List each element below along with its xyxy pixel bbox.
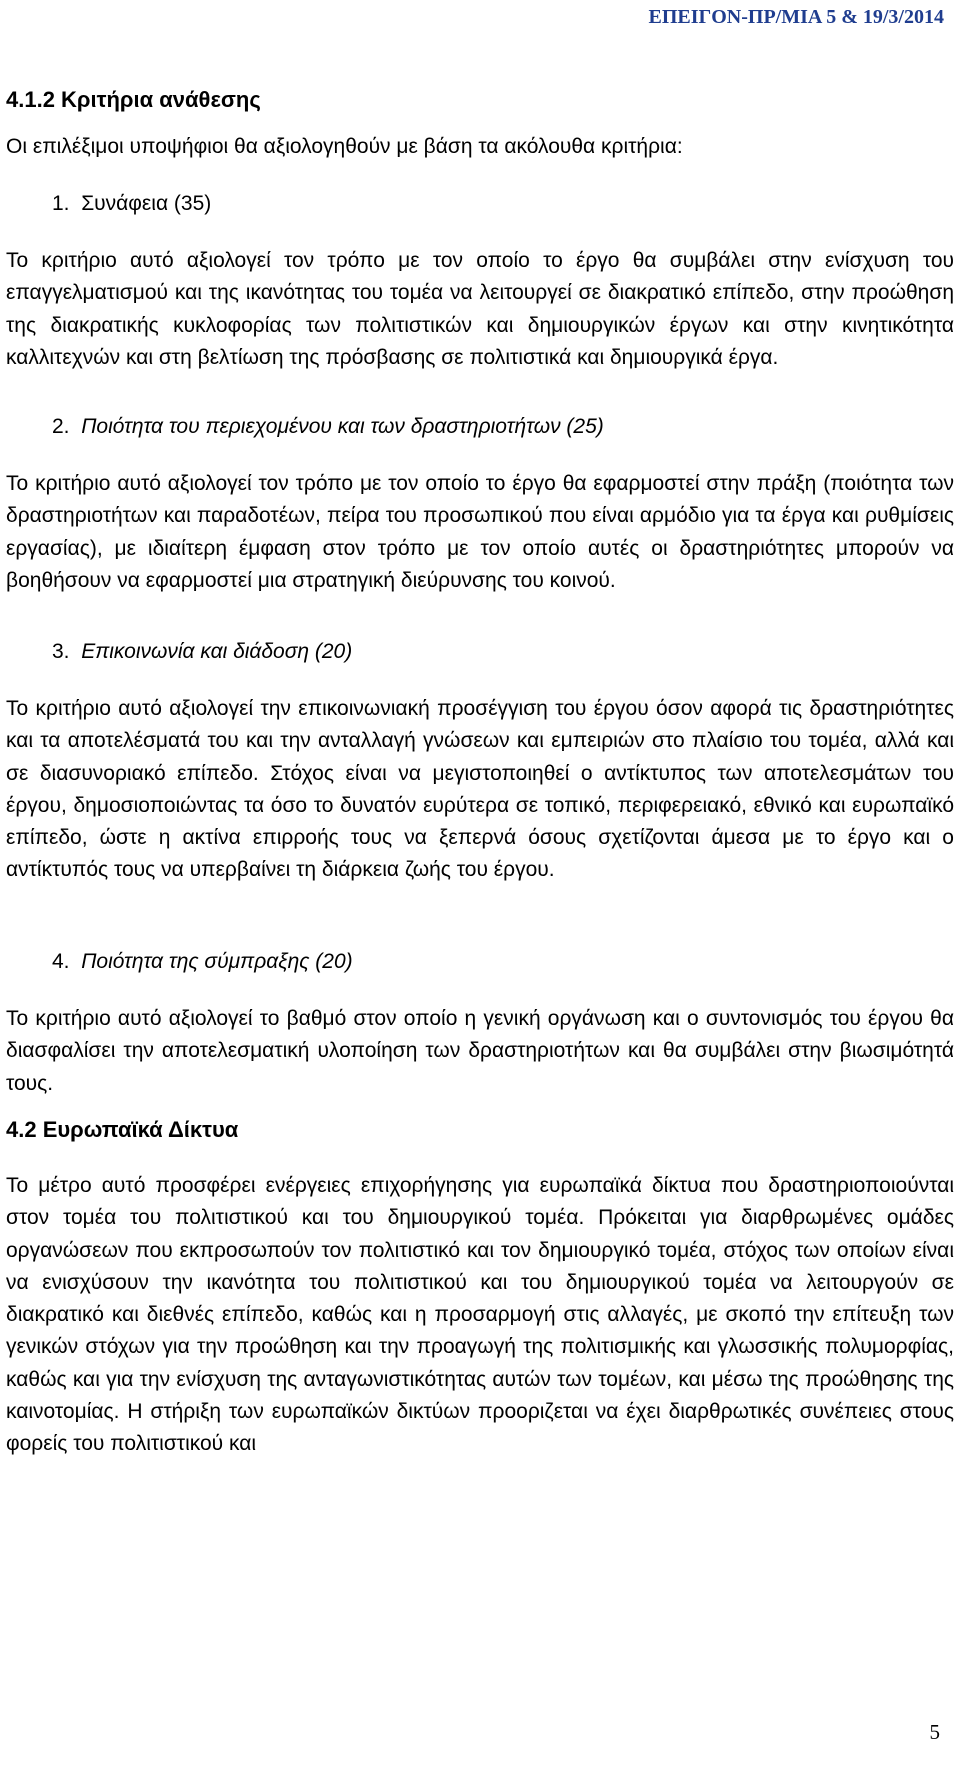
- page-number: 5: [929, 1720, 940, 1744]
- criterion-heading-2: [52, 411, 604, 443]
- criterion-heading-1: [52, 188, 211, 220]
- criterion-number: 3.: [52, 640, 70, 663]
- criterion-heading-4: [52, 946, 353, 978]
- criterion-title: Επικοινωνία και διάδοση (20): [81, 640, 353, 663]
- criteria-intro: Οι επιλέξιμοι υποψήφιοι θα αξιολογηθούν με βάση τα ακόλουθα κριτήρια:: [6, 135, 683, 158]
- document-reference-header: ΕΠΕΙΓΟΝ-ΠΡ/ΜΙΑ 5 & 19/3/2014: [648, 6, 944, 28]
- criterion-title: Ποιότητα του περιεχομένου και των δραστηριοτήτων (25): [81, 415, 604, 438]
- criterion-number: 1.: [52, 192, 70, 215]
- criterion-number: 4.: [52, 950, 70, 973]
- criterion-heading-3: [52, 636, 352, 668]
- section-heading-4-2: 4.2 Ευρωπαϊκά Δίκτυα: [6, 1117, 239, 1142]
- criterion-title: Ποιότητα της σύμπραξης (20): [81, 950, 353, 973]
- criterion-text-2: Το κριτήριο αυτό αξιολογεί τον τρόπο με τον οποίο το έργο θα εφαρμοστεί στην πράξη (ποιότητα των δραστηριοτήτων και παραδοτέων, πείρα του προσωπικού που είναι αρμόδιο για τα έργα και ρυθμίσεις εργασίας), με ιδιαίτερη έμφαση στον τρόπο με τον οποίο αυτές οι δραστηριότητες μπορούν να βοηθήσουν να εφαρμοστεί μια στρατηγική διεύρυνσης του κοινού.: [6, 472, 954, 592]
- criterion-text-3: Το κριτήριο αυτό αξιολογεί την επικοινωνιακή προσέγγιση του έργου όσον αφορά τις δραστηριότητες και τα αποτελέσματά του και την ανταλλαγή γνώσεων και εμπειριών στο πλαίσιο του τομέα, αλλά και σε διασυνοριακό επίπεδο. Στόχος είναι να μεγιστοποιηθεί ο αντίκτυπος των αποτελεσμάτων του έργου, δημοσιοποιώντας τα όσο το δυνατόν ευρύτερα σε τοπικό, περιφερειακό, εθνικό και ευρωπαϊκό επίπεδο, ώστε η ακτίνα επιρροής τους να ξεπερνά όσους σχετίζονται άμεσα με το έργο και ο αντίκτυπός τους να υπερβαίνει τη διάρκεια ζωής του έργου.: [6, 697, 954, 882]
- criterion-number: 2.: [52, 415, 70, 438]
- section-heading-4-1-2: 4.1.2 Κριτήρια ανάθεσης: [6, 87, 261, 112]
- criterion-text-1: Το κριτήριο αυτό αξιολογεί τον τρόπο με τον οποίο το έργο θα συμβάλει στην ενίσχυση του επαγγελματισμού και της ικανότητας του τομέα να λειτουργεί σε διακρατικό επίπεδο, στην προώθηση της διακρατικής κυκλοφορίας των πολιτιστικών και δημιουργικών έργων και στην κινητικότητα καλλιτεχνών και στη βελτίωση της πρόσβασης σε πολιτιστικά και δημιουργικά έργα.: [6, 249, 954, 369]
- criterion-text-4: Το κριτήριο αυτό αξιολογεί το βαθμό στον οποίο η γενική οργάνωση και ο συντονισμός του έργου θα διασφαλίσει την αποτελεσματική υλοποίηση των δραστηριοτήτων και θα συμβάλει στην βιωσιμότητά τους.: [6, 1007, 954, 1095]
- criterion-title: Συνάφεια (35): [81, 192, 212, 215]
- section-4-2-text: Το μέτρο αυτό προσφέρει ενέργειες επιχορήγησης για ευρωπαϊκά δίκτυα που δραστηριοποιούνται στον τομέα του πολιτιστικού και του δημιουργικού τομέα. Πρόκειται για διαρθρωμένες ομάδες οργανώσεων που εκπροσωπούν τον πολιτιστικό και τον δημιουργικό τομέα, στόχος των οποίων είναι να ενισχύσουν την ικανότητα του πολιτιστικού και του δημιουργικού τομέα να λειτουργούν σε διακρατικό και διεθνές επίπεδο, καθώς και η προσαρμογή στις αλλαγές, με σκοπό την επίτευξη των γενικών στόχων για την προώθηση και την προαγωγή της πολιτισμικής και γλωσσικής πολυμορφίας, καθώς και για την ενίσχυση της ανταγωνιστικότητας αυτών των τομέων, και μέσω της προώθησης της καινοτομίας. Η στήριξη των ευρωπαϊκών δικτύων προοριζεται να έχει διαρθρωτικές συνέπειες στους φορείς του πολιτιστικού και: [6, 1174, 954, 1456]
